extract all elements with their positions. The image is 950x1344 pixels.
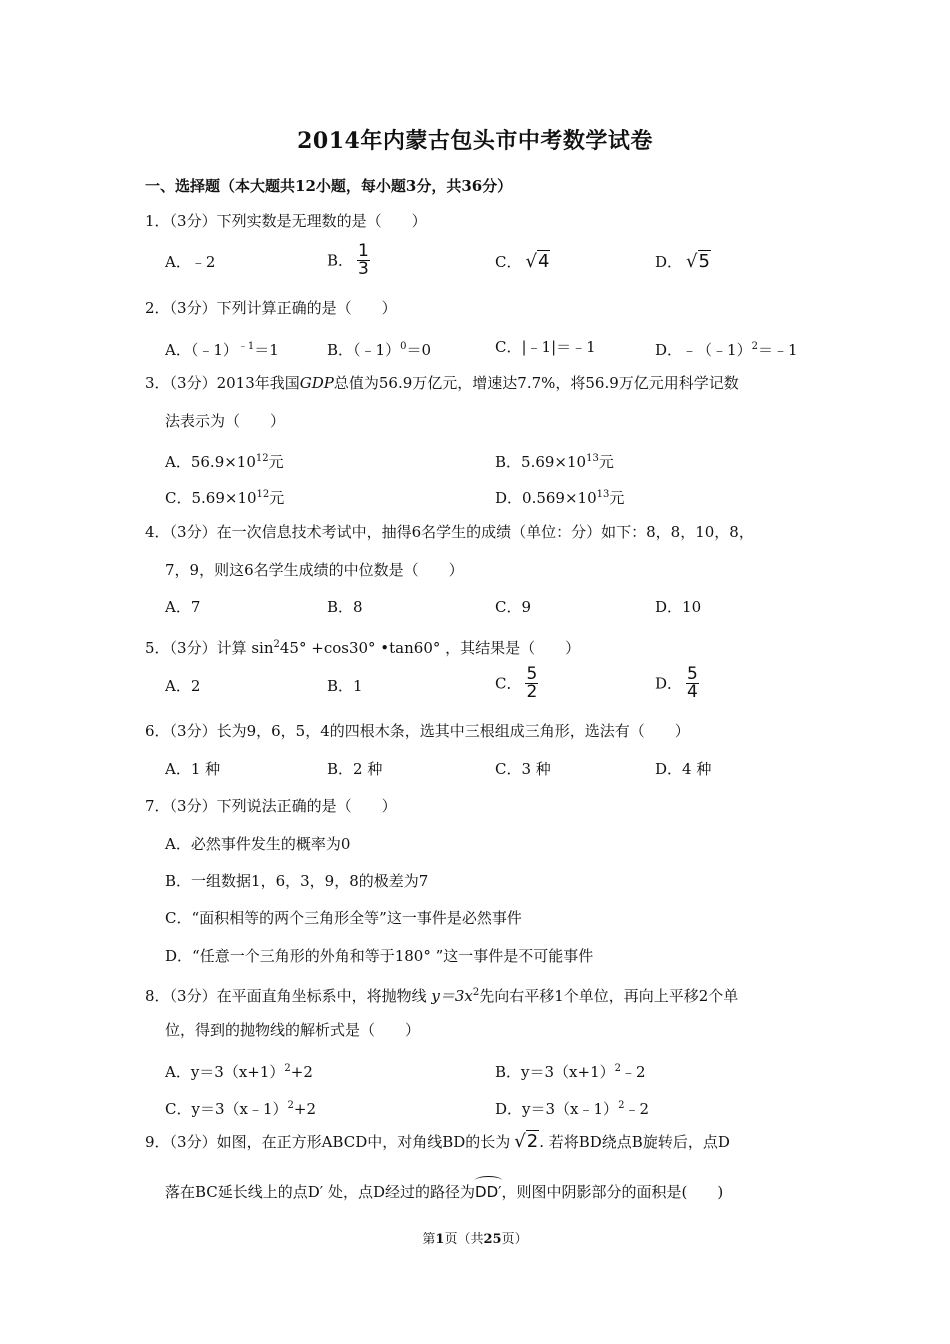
footer-prefix: 第 [422,1232,436,1247]
q2-d-result: ＝﹣1 [757,341,798,359]
q5-stem-start: 5．（3分）计算 sin [145,639,274,657]
q8-option-d [495,1096,649,1119]
question-3-stem-line2: 法表示为（ ） [165,412,286,430]
question-8-stem-line2: 位，得到的抛物线的解析式是（ ） [165,1021,421,1039]
q8-option-b [495,1059,646,1082]
q3-stem-start: 3．（3分）2013年我国 [145,374,300,392]
q5-c-denominator: 2 [526,682,538,702]
q2-option-a [165,337,279,360]
q5-sin-exponent: 2 [273,639,280,650]
q5-option-c [495,666,538,701]
q5-fraction-d [686,666,699,701]
question-2-stem: 2．（3分）下列计算正确的是（ ） [145,299,397,317]
question-4-stem-line1: 4．（3分）在一次信息技术考试中，抽得6名学生的成绩（单位：分）如下：8，8，10，8， [145,523,754,541]
q6-option-a: A．1 种 [165,760,221,778]
q2-option-c: C．|﹣1|＝﹣1 [495,338,596,356]
q5-option-a: A．2 [165,677,201,695]
q1-option-b [327,243,370,278]
q3-option-b [495,449,614,472]
q5-d-numerator: 5 [687,664,698,684]
footer-suffix: 页） [501,1232,528,1247]
q8-d-exponent: 2 [618,1100,625,1111]
q7-option-d: D．“任意一个三角形的外角和等于180° ”这一事件是不可能事件 [165,947,594,965]
q2-a-exponent: ﹣1 [237,341,255,352]
q3-a-unit: 元 [268,453,284,471]
q1-sqrt-5-radicand: 5 [698,251,710,272]
q3-d-base: D．0.569×10 [495,489,597,507]
q3-a-base: A．56.9×10 [165,453,256,471]
q8-d-base: D．y＝3（x﹣1） [495,1100,619,1118]
q8-d-tail: ﹣2 [624,1100,649,1118]
q8-c-exponent: 2 [287,1100,294,1111]
footer-page-number: 1 [435,1232,445,1247]
q9-stem-start: 9．（3分）如图，在正方形ABCD中，对角线BD的长为 [145,1133,511,1151]
q1-fraction-numerator: 1 [358,241,369,261]
q1-sqrt-4: √4 [525,251,550,272]
q3-option-c [165,485,284,508]
q8-option-c [165,1096,316,1119]
q8-parabola-expression: y＝3x [431,987,473,1005]
q7-option-c: C．“面积相等的两个三角形全等”这一事件是必然事件 [165,909,522,927]
q9-sqrt-2-radicand: 2 [526,1131,539,1152]
q2-b-exponent: 0 [400,341,407,352]
q5-stem-rest: 45° +cos30° •tan60° ，其结果是（ ） [279,639,581,657]
q3-a-exponent: 12 [255,453,269,464]
q5-c-numerator: 5 [526,664,538,684]
q8-parabola-exponent: 2 [472,987,480,998]
section-heading: 一、选择题（本大题共12小题，每小题3分，共36分） [145,177,513,195]
q4-option-b: B．8 [327,598,363,616]
q5-option-b: B．1 [327,677,363,695]
q8-stem-start: 8．（3分）在平面直角坐标系中，将抛物线 [145,987,432,1005]
question-8-stem-line1 [145,983,738,1006]
q8-stem-rest: 先向右平移1个单位，再向上平移2个单 [479,987,739,1005]
q1-option-b-label: B． [327,251,354,270]
question-6-stem: 6．（3分）长为9，6，5，4的四根木条，选其中三根组成三角形，选法有（ ） [145,722,690,740]
exam-title: 2014年内蒙古包头市中考数学试卷 [297,128,653,154]
q8-c-tail: +2 [293,1100,316,1118]
q8-a-exponent: 2 [284,1063,291,1074]
q9-arc-dd: DD′ [475,1178,502,1202]
q7-option-b: B．一组数据1，6，3，9，8的极差为7 [165,872,429,890]
question-7-stem: 7．（3分）下列说法正确的是（ ） [145,797,397,815]
q5-d-denominator: 4 [687,682,698,702]
q8-option-a [165,1059,313,1082]
q1-option-c-label: C． [495,253,522,271]
question-3-stem-line1 [145,373,739,393]
q3-option-a [165,449,284,472]
q3-b-base: B．5.69×10 [495,453,587,471]
q2-b-base: B．（﹣1） [327,341,401,359]
q2-a-result: ＝1 [254,341,279,359]
question-4-stem-line2: 7，9，则这6名学生成绩的中位数是（ ） [165,561,464,579]
page-footer [0,1228,950,1247]
footer-total-pages: 25 [483,1232,502,1247]
q9-stem2-rest: ，则图中阴影部分的面积是( ) [501,1183,724,1201]
q3-option-d [495,485,624,508]
q8-b-base: B．y＝3（x+1） [495,1063,615,1081]
q3-c-exponent: 12 [256,489,270,500]
q1-option-a: A．﹣2 [165,253,216,271]
q8-b-tail: ﹣2 [621,1063,646,1081]
q1-fraction [357,243,370,278]
q3-stem-rest: 总值为56.9万亿元，增速达7.7%，将56.9万亿元用科学记数 [333,374,739,392]
q8-a-base: A．y＝3（x+1） [165,1063,285,1081]
q6-option-b: B．2 种 [327,760,383,778]
q3-c-unit: 元 [269,489,285,507]
q8-c-base: C．y＝3（x﹣1） [165,1100,288,1118]
q5-option-d [655,666,699,701]
q3-b-exponent: 13 [586,453,599,464]
q6-option-d: D．4 种 [655,760,712,778]
q1-option-c [495,252,550,272]
q8-b-exponent: 2 [614,1063,621,1074]
q3-d-exponent: 13 [596,489,610,500]
q7-option-a: A．必然事件发生的概率为0 [165,835,351,853]
q5-option-d-label: D． [655,674,683,693]
q3-b-unit: 元 [598,453,614,471]
q6-option-c: C．3 种 [495,760,551,778]
q2-d-base: D．﹣（﹣1） [655,341,752,359]
question-5-stem [145,635,580,658]
q2-option-b [327,337,431,360]
q4-option-a: A．7 [165,598,201,616]
question-9-stem-line1 [145,1132,730,1152]
q9-sqrt-2: √2 [514,1131,539,1152]
q9-stem2-start: 落在BC延长线上的点D′ 处，点D经过的路径为 [165,1183,476,1201]
q1-sqrt-4-radicand: 4 [537,251,550,272]
q3-c-base: C．5.69×10 [165,489,257,507]
q9-stem-rest: . 若将BD绕点B旋转后，点D [539,1133,730,1151]
footer-middle: 页（共 [444,1232,484,1247]
question-1-stem: 1．（3分）下列实数是无理数的是（ ） [145,212,427,230]
q8-a-tail: +2 [290,1063,313,1081]
q4-option-d: D．10 [655,598,702,616]
q1-option-d-label: D． [655,253,683,271]
q2-a-base: A．（﹣1） [165,341,238,359]
q3-gdp-term: GDP [299,374,334,392]
q5-fraction-c [525,666,538,701]
q1-option-d [655,252,711,272]
q5-option-c-label: C． [495,674,522,693]
q1-sqrt-5: √5 [686,251,710,272]
q1-fraction-denominator: 3 [358,259,369,279]
q2-option-d [655,337,798,360]
q2-b-result: ＝0 [406,341,431,359]
q4-option-c: C．9 [495,598,532,616]
q3-d-unit: 元 [609,489,625,507]
question-9-stem-line2 [165,1178,723,1202]
q2-d-exponent: 2 [751,341,758,352]
